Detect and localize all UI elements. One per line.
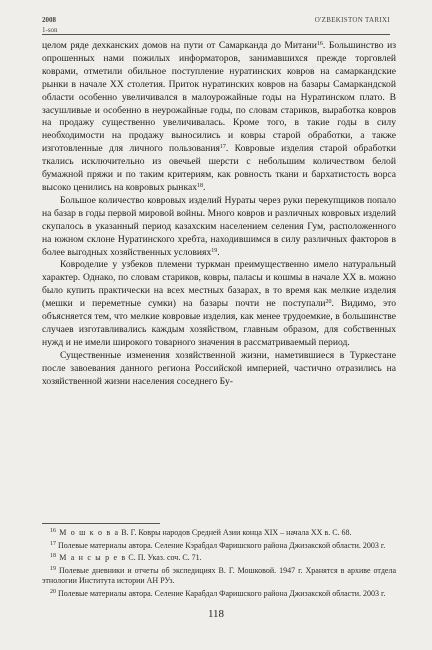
footnote-author: М о ш к о в а [56, 528, 120, 537]
paragraph-text: . Видимо, это объясняется тем, что мелкие ковровые изделия, как менее трудоемкие, в большинстве случаев изготавливались каждым хозяйством, главным образом, для собственных нужд и не имели широкого товарного значения в рассматриваемый период. [42, 298, 397, 348]
body-text [42, 40, 396, 388]
footnote-text: Полевые материалы автора. Селение Кэрабдал Фаришского района Джизакской области. 2003 г. [56, 540, 386, 550]
footnote-number: 19 [50, 565, 56, 572]
footnote-text: В. Г. Ковры народов Средней Азии конца XIX – начала XX в. С. 68. [119, 528, 352, 537]
body-paragraph [42, 195, 396, 260]
footnote-reference: 16 [316, 41, 323, 47]
header-issue: 1-son [42, 26, 58, 34]
footnote-text: Полевые дневники и отчеты об экспедициях В. Г. Мошковой. 1947 г. Хранятся в архиве отдела этнологии Института истории АН РУз. [42, 565, 396, 586]
footnote-separator [42, 523, 160, 524]
footnote [42, 589, 396, 600]
footnotes [42, 528, 396, 602]
footnote [42, 541, 396, 552]
footnote [42, 553, 396, 564]
body-paragraph [42, 40, 396, 195]
paragraph-text: Существенные изменения хозяйственной жизни, наметившиеся в Туркестане после завоевания данного региона Российской империей, частично отразились на хозяйственной жизни населения соседнего Бу- [42, 349, 396, 387]
paragraph-text: Ковроделие у узбеков племени туркман преимущественно имело натуральный характер. Однако, по словам стариков, ковры, паласы и кошмы в начале XX в. можно было купить практически на всех местных базарах, в то время как мелкие изделия (мешки и переметные сумки) на базары почти не поступали [42, 259, 396, 310]
footnote-reference: 18 [197, 182, 204, 189]
header-rule [42, 34, 390, 35]
footnote-number: 17 [50, 540, 56, 547]
paragraph-text: . [203, 181, 206, 193]
footnote-reference: 20 [325, 299, 332, 306]
footnote-reference: 19 [211, 247, 218, 254]
footnote-reference: 17 [219, 144, 226, 151]
paragraph-text: Большое количество ковровых изделий Нураты через руки перекупщиков попало на базар в годы первой мировой войны. Много ковров и различных ковровых изделий скупалось в указанный период казахским населением селения Гум, расположенного на южном склоне Нуратинского хребта, находившимся в силу различных факторов в более выгодных хозяйственных условиях [42, 194, 396, 258]
footnote-text: С. П. Указ. соч. С. 71. [126, 553, 202, 563]
footnote [42, 528, 396, 539]
footnote-number: 16 [50, 528, 56, 534]
paragraph-text: . Большинство из опрошенных нами пожилых информаторов, занимавшихся прежде торговлей коврами, отметили обильное поступление нуратинских ковров на самаркандские рынки в начале XX столетия. Приток нуратинских ковров на базары Самаркандской области особенно увеличивался в малоурожайные годы на Нуратинском плато. В засушливые и особенно в неурожайные годы, по словам стариков, выработка ковров на продажу существенно увеличивалась. Кроме того, в такие годы в силу необходимости на продажу выносились и ковры старой обработки, а также изготовленные для личного пользования [42, 40, 396, 155]
paragraph-text: . Ковровые изделия старой обработки ткались исключительно из овечьей шерсти с небольшим количеством белой бумажной пряжи и по таким критериям, как ровность ткани и бархатистость ворса высоко ценились на ковровых рынках [42, 143, 396, 193]
page-number: 118 [207, 608, 225, 620]
footnote [42, 566, 396, 587]
paragraph-text: целом ряде дехканских домов на пути от Самарканда до Митани [42, 40, 317, 51]
paragraph-text: . [217, 246, 220, 258]
header-year: 2008 [42, 16, 56, 24]
footnote-number: 20 [50, 588, 56, 595]
header-journal-title: O'ZBEKISTON TARIXI [314, 16, 390, 24]
body-paragraph [42, 259, 396, 349]
footnote-author: М а н с ы р е в [56, 553, 127, 563]
footnote-text: Полевые материалы автора. Селение Карабдал Фаришского района Джизакской области. 2003 г. [56, 588, 386, 598]
body-paragraph [42, 350, 396, 389]
footnote-number: 18 [50, 553, 56, 560]
